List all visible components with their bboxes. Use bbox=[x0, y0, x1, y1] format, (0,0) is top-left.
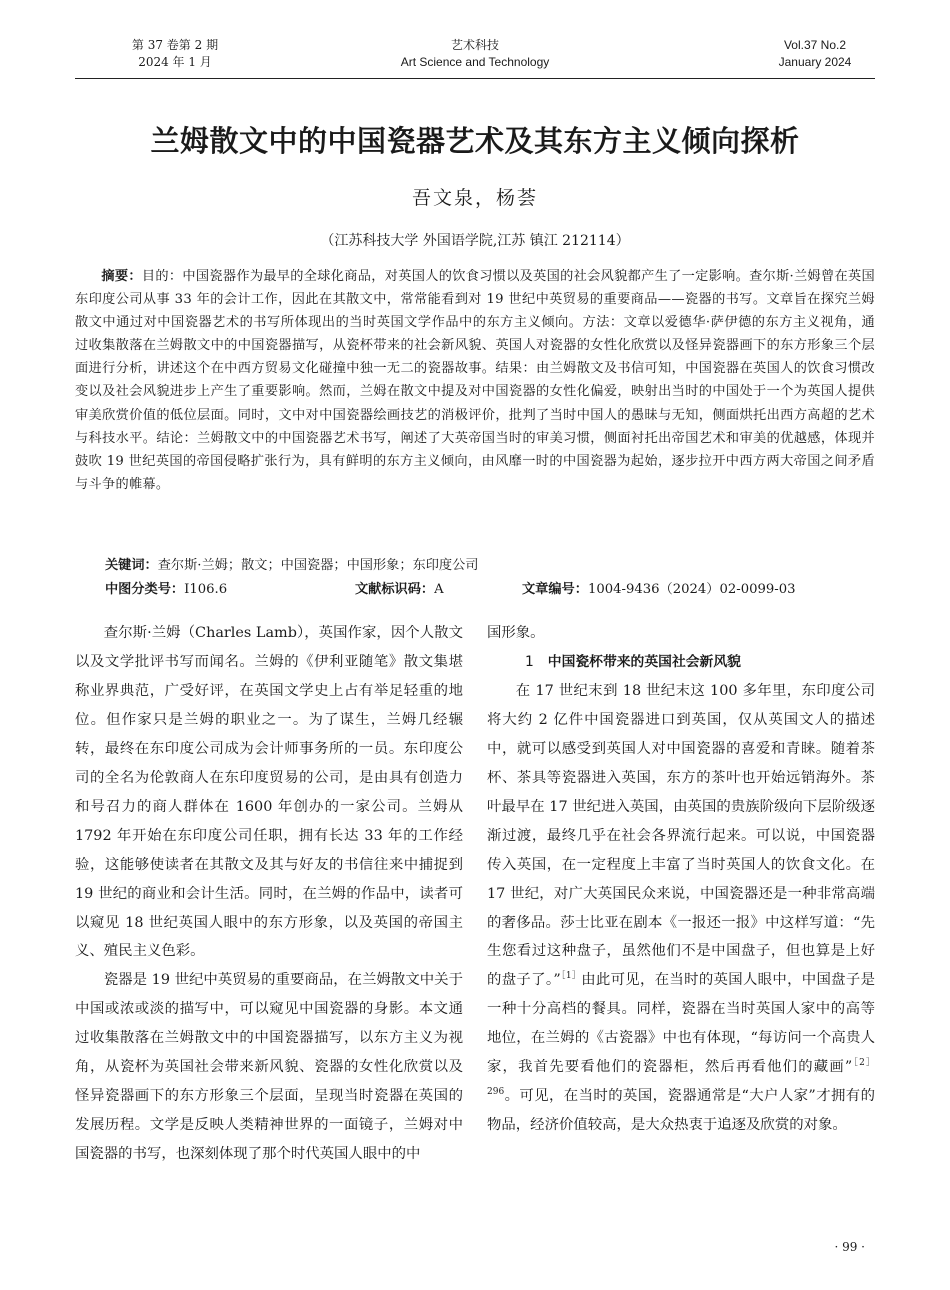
section-number: 1 bbox=[525, 653, 534, 670]
header-journal-name: 艺术科技 Art Science and Technology bbox=[400, 38, 550, 69]
section-heading bbox=[487, 648, 875, 677]
keywords bbox=[105, 555, 875, 577]
header-divider bbox=[75, 78, 875, 79]
body-paragraph: 国形象。 bbox=[487, 625, 545, 641]
keywords-label: 关键词： bbox=[105, 558, 158, 573]
body-column-left bbox=[75, 619, 463, 1169]
section-title: 中国瓷杯带来的英国社会新风貌 bbox=[547, 653, 741, 670]
body-column-right bbox=[487, 619, 875, 1140]
article-authors: 吾文泉，杨荟 bbox=[411, 187, 538, 209]
header-volume-info: 第 37 卷第 2 期 2024 年 1 月 bbox=[131, 38, 219, 69]
keywords-text: 查尔斯·兰姆；散文；中国瓷器；中国形象；东印度公司 bbox=[157, 558, 479, 573]
page-number: · 99 · bbox=[834, 1240, 865, 1254]
body-paragraph: 查尔斯·兰姆（Charles Lamb），英国作家，因个人散文以及文学批评书写而闻名。兰姆的《伊利亚随笔》散文集堪称业界典范，广受好评，在英国文学史上占有举足轻重的地位。但作家只是兰姆的职业之一。为了谋生，兰姆几经辗转，最终在东印度公司成为会计师事务所的一员。东印度公司的全名为伦敦商人在东印度贸易的公司，是由具有创造力和号召力的商人群体在 1600 年创办的一家公司。兰姆从 1792 年开始在东印度公司任职，拥有长达 33 年的工作经验，这能够使读者在其散文及其与好友的书信往来中捕捉到 19 世纪的商业和会计生活。同时，在兰姆的作品中，读者可以窥见 18 世纪英国人眼中的东方形象，以及英国的帝国主义、殖民主义色彩。 bbox=[75, 625, 463, 960]
article-number: 文章编号：1004-9436（2024）02-0099-03 bbox=[522, 582, 796, 597]
abstract bbox=[75, 265, 875, 496]
running-header bbox=[75, 37, 875, 77]
document-code: 文献标识码：A bbox=[355, 582, 444, 597]
body-paragraph: 瓷器是 19 世纪中英贸易的重要商品，在兰姆散文中关于中国或浓或淡的描写中，可以窥见中国瓷器的身影。本文通过收集散落在兰姆散文中的中国瓷器描写，以东方主义为视角，从瓷杯为英国社会带来新风貌、瓷器的女性化欣赏以及怪异瓷器画下的东方形象三个层面，呈现当时瓷器在英国的发展历程。文学是反映人类精神世界的一面镜子，兰姆对中国瓷器的书写，也深刻体现了那个时代英国人眼中的中 bbox=[75, 972, 463, 1163]
citation-ref: ［2］296 bbox=[487, 1058, 876, 1098]
header-volume-info-en: Vol.37 No.2 January 2024 bbox=[778, 38, 852, 69]
abstract-text: 目的：中国瓷器作为最早的全球化商品，对英国人的饮食习惯以及英国的社会风貌都产生了一定影响。查尔斯·兰姆曾在英国东印度公司从事 33 年的会计工作，因此在其散文中，常常能看到对 19 世纪中英贸易的重要商品——瓷器的书写。文章旨在探究兰姆散文中通过对中国瓷器艺术的书写所体现出的当时英国文学作品中的东方主义倾向。方法：文章以爱德华·萨伊德的东方主义视角，通过收集散落在兰姆散文中的中国瓷器描写，从瓷杯带来的社会新风貌、英国人对瓷器的女性化欣赏以及怪异瓷器画下的东方形象三个层面进行分析，讲述这个在中西方贸易文化碰撞中独一无二的瓷器故事。结果：由兰姆散文及书信可知，中国瓷器在英国人的饮食习惯改变以及社会风貌进步上产生了重要影响。然而，兰姆在散文中提及对中国瓷器的女性化偏爱，映射出当时的中国处于一个为英国人提供审美欣赏价值的低位层面。同时，文中对中国瓷器绘画技艺的消极评价，批判了当时中国人的愚昧与无知，侧面烘托出西方高超的艺术与科技水平。结论：兰姆散文中的中国瓷器艺术书写，阐述了大英帝国当时的审美习惯，侧面衬托出帝国艺术和审美的优越感，体现并鼓吹 19 世纪英国的帝国侵略扩张行为，具有鲜明的东方主义倾向，由风靡一时的中国瓷器为起始，逐步拉开中西方两大帝国之间矛盾与斗争的帷幕。 bbox=[75, 269, 875, 492]
citation-ref: ［1］ bbox=[560, 971, 582, 982]
author-affiliation: （江苏科技大学 外国语学院,江苏 镇江 212114） bbox=[320, 233, 630, 249]
abstract-label: 摘要： bbox=[101, 269, 142, 284]
clc-number: 中图分类号：I106.6 bbox=[105, 582, 228, 597]
journal-page bbox=[75, 0, 875, 1290]
article-title: 兰姆散文中的中国瓷器艺术及其东方主义倾向探析 bbox=[150, 124, 800, 158]
body-paragraph: 在 17 世纪末到 18 世纪末这 100 多年里，东印度公司将大约 2 亿件中国瓷器进口到英国，仅从英国文人的描述中，就可以感受到英国人对中国瓷器的喜爱和青睐。随着茶杯、茶具等瓷器进入英国，东方的茶叶也开始远销海外。茶叶最早在 17 世纪进入英国，由英国的贵族阶级向下层阶级逐渐过渡，最终几乎在社会各界流行起来。可以说，中国瓷器传入英国，在一定程度上丰富了当时英国人的饮食文化。在 17 世纪，对广大英国民众来说，中国瓷器还是一种非常高端的奢侈品。莎士比亚在剧本《一报还一报》中这样写道：“先生您看过这种盘子，虽然他们不是中国盘子，但也算是上好的盘子了。”$^{[1]}$由此可见，在当时的英国人眼中，中国盘子是一种十分高档的餐具。同样，瓷器在当时英国人家中的高等地位，在兰姆的《古瓷器》中也有体现，“每访问一个高贵人家，我首先要看他们的瓷器柜，然后再看他们的藏画”$^{[2]296}$。可见，在当时的英国，瓷器通常是“大户人家”才拥有的物品，经济价值较高，是大众热衷于追逐及欣赏的对象。 bbox=[487, 682, 876, 1134]
